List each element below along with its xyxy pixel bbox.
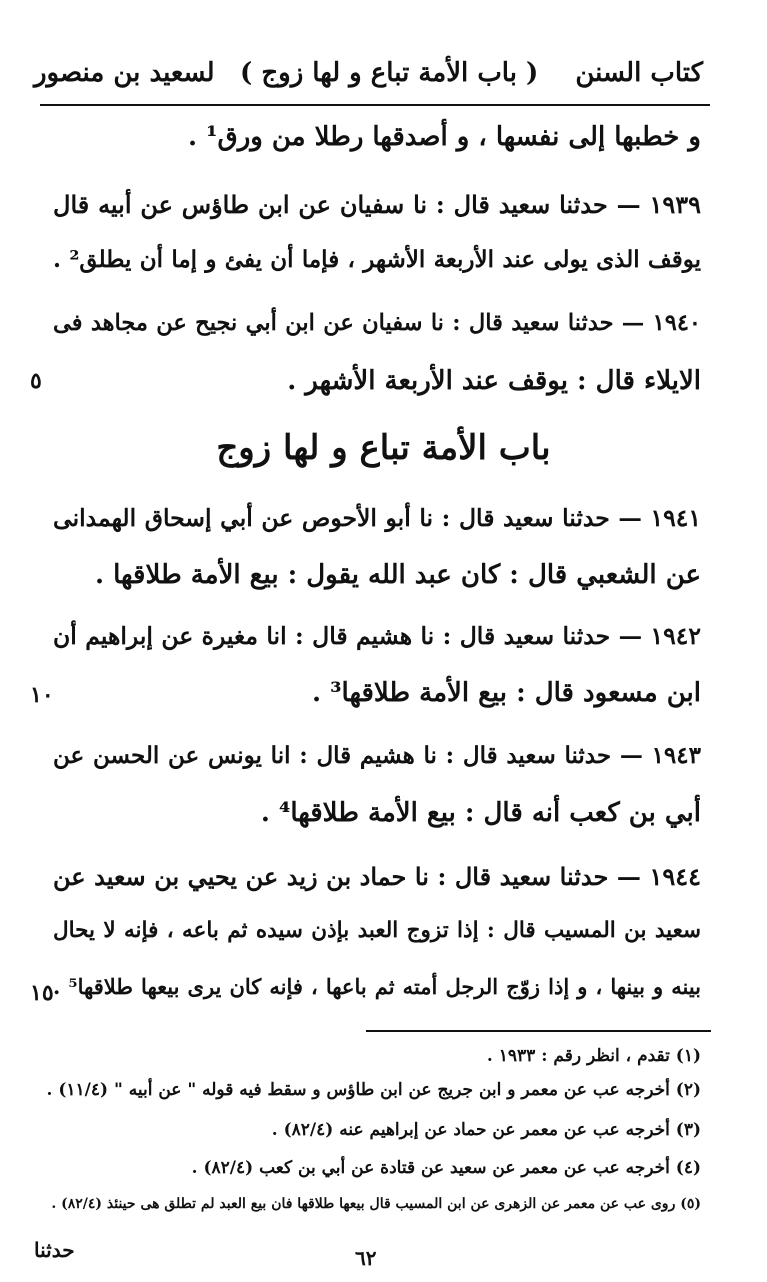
hadith-1942: ١٩٤٢ — حدثنا سعيد قال : نا هشيم قال : انا مغيرة عن إبراهيم أن bbox=[53, 622, 701, 650]
text-line: بينه و بينها ، و إذا زوّج الرجل أمته ثم باعها ، فإنه كان يرى بيعها طلاقها⁵ . bbox=[53, 974, 701, 999]
line-number: ١٠ bbox=[30, 682, 54, 708]
text-line: أبي بن كعب أنه قال : بيع الأمة طلاقها⁴ . bbox=[260, 798, 701, 828]
line-number: ١٥ bbox=[30, 980, 54, 1006]
hadith-1940: ١٩٤٠ — حدثنا سعيد قال : نا سفيان عن ابن أبي نجيح عن مجاهد فى bbox=[53, 310, 701, 336]
footnote: (٢) أخرجه عب عن معمر و ابن جريج عن ابن طاؤس و سقط فيه قوله " عن أبيه " (١١/٤) . bbox=[46, 1080, 701, 1100]
header-rule bbox=[40, 104, 710, 106]
header-chapter-title: ( باب الأمة تباع و لها زوج ) bbox=[240, 58, 539, 88]
footnote: (٣) أخرجه عب عن معمر عن حماد عن إبراهيم عنه (٨٢/٤) . bbox=[271, 1120, 701, 1140]
section-title: باب الأمة تباع و لها زوج bbox=[216, 428, 551, 468]
footnote: (٤) أخرجه عب عن معمر عن سعيد عن قتادة عن أبي بن كعب (٨٢/٤) . bbox=[191, 1158, 701, 1178]
hadith-1943: ١٩٤٣ — حدثنا سعيد قال : نا هشيم قال : انا يونس عن الحسن عن bbox=[53, 742, 701, 769]
page-number: ٦٢ bbox=[355, 1246, 377, 1270]
footnote-rule bbox=[366, 1030, 711, 1032]
header-author: لسعيد بن منصور bbox=[34, 58, 215, 88]
hadith-1941: ١٩٤١ — حدثنا سعيد قال : نا أبو الأحوص عن أبي إسحاق الهمدانى bbox=[53, 504, 701, 532]
text-line: سعيد بن المسيب قال : إذا تزوج العبد بإذن سيده ثم باعه ، فإنه لا يحال bbox=[53, 918, 701, 943]
text-line: عن الشعبي قال : كان عبد الله يقول : بيع الأمة طلاقها . bbox=[95, 560, 701, 590]
footnote: (٥) روى عب عن معمر عن الزهرى عن ابن المسيب قال بيعها طلاقها فان بيع العبد لم تطلق هى حينئذ (٨٢/٤) . bbox=[51, 1196, 701, 1212]
text-line: الايلاء قال : يوقف عند الأربعة الأشهر . bbox=[287, 366, 701, 396]
text-line: و خطبها إلى نفسها ، و أصدقها رطلا من ورق¹ . bbox=[188, 122, 701, 152]
line-number: ٥ bbox=[30, 368, 42, 394]
hadith-1939: ١٩٣٩ — حدثنا سعيد قال : نا سفيان عن ابن طاؤس عن أبيه قال bbox=[53, 190, 701, 219]
catchword: حدثنا bbox=[34, 1238, 75, 1262]
text-line: يوقف الذى يولى عند الأربعة الأشهر ، فإما أن يفئ و إما أن يطلق² . bbox=[53, 246, 701, 273]
hadith-1944: ١٩٤٤ — حدثنا سعيد قال : نا حماد بن زيد عن يحيي بن سعيد عن bbox=[53, 862, 701, 891]
header-book-title: كتاب السنن bbox=[575, 58, 703, 88]
footnote: (١) تقدم ، انظر رقم : ١٩٣٣ . bbox=[486, 1046, 701, 1066]
text-line: ابن مسعود قال : بيع الأمة طلاقها³ . bbox=[312, 678, 701, 708]
